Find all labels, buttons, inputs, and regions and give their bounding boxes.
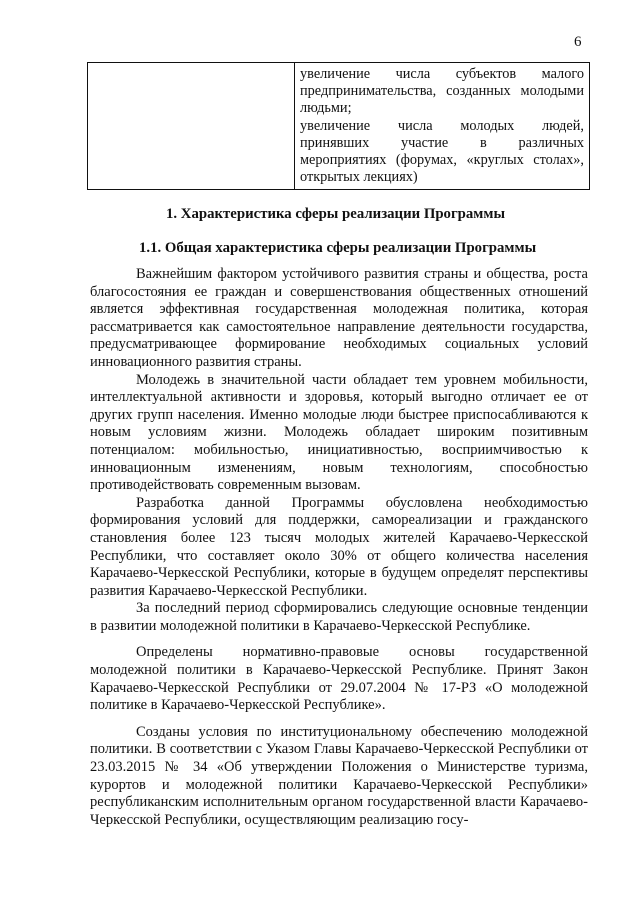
table-cell-empty — [88, 63, 295, 190]
paragraph: Разработка данной Программы обусловлена необходимостью формирования условий для поддержки, самореализации и гражданского становления более 123 тысяч молодых жителей Карачаево-Черкесской Республики, что составляет около 30% от общего количества населения Карачаево-Черкесской Республики, которые в будущем определят перспективы развития Карачаево-Черкесской Республики. — [90, 494, 588, 599]
section-heading: 1. Характеристика сферы реализации Программы — [166, 206, 506, 222]
paragraph: За последний период сформировались следующие основные тенденции в развитии молодежной политики в Карачаево-Черкесской Республике. — [90, 600, 588, 634]
indicators-table — [87, 62, 590, 190]
paragraph: Важнейшим фактором устойчивого развития страны и общества, роста благосостояния ее граждан и совершенствования общественных отношений является эффективная государственная молодежная политика, которая рассматривается как самостоятельное направление деятельности государства, предусматривающее формирование необходимых социальных условий инновационного развития страны. — [90, 266, 588, 370]
table-cell-line: увеличение числа субъектов малого предпринимательства, созданных молодыми людьми; — [300, 66, 584, 117]
paragraph: Молодежь в значительной части обладает тем уровнем мобильности, интеллектуальной активности и здоровья, который выгодно отличает ее от других групп населения. Именно молодые люди быстрее приспосабливаются к новым условиям жизни. Молодежь обладает широким позитивным потенциалом: мобильностью, инициативностью, восприимчивостью к инновационным изменениям, новым технологиям, способностью противодействовать современным вызовам. — [90, 371, 588, 494]
paragraph: Созданы условия по институциональному обеспечению молодежной политики. В соответствии с Указом Главы Карачаево-Черкесской Республики от 23.03.2015 № 34 «Об утверждении Положения о Министерстве туризма, курортов и молодежной политики Карачаево-Черкесской Республики» республиканским исполнительным органом государственной власти Карачаево-Черкесской Республики, осуществляющим реализацию госу- — [90, 723, 588, 828]
table-row — [88, 63, 590, 190]
paragraph: Определены нормативно-правовые основы государственной молодежной политики в Карачаево-Черкесской Республике. Принят Закон Карачаево-Черкесской Республики от 29.07.2004 № 17-РЗ «О молодежной политике в Карачаево-Черкесской Республике». — [90, 644, 588, 714]
table-cell-expected-results — [295, 63, 590, 190]
body-text — [90, 266, 588, 829]
table-cell-line: увеличение числа молодых людей, принявших участие в различных мероприятиях (форумах, «круглых столах», открытых лекциях) — [300, 117, 584, 186]
subsection-heading: 1.1. Общая характеристика сферы реализации Программы — [139, 240, 537, 256]
page-number: 6 — [574, 34, 582, 50]
